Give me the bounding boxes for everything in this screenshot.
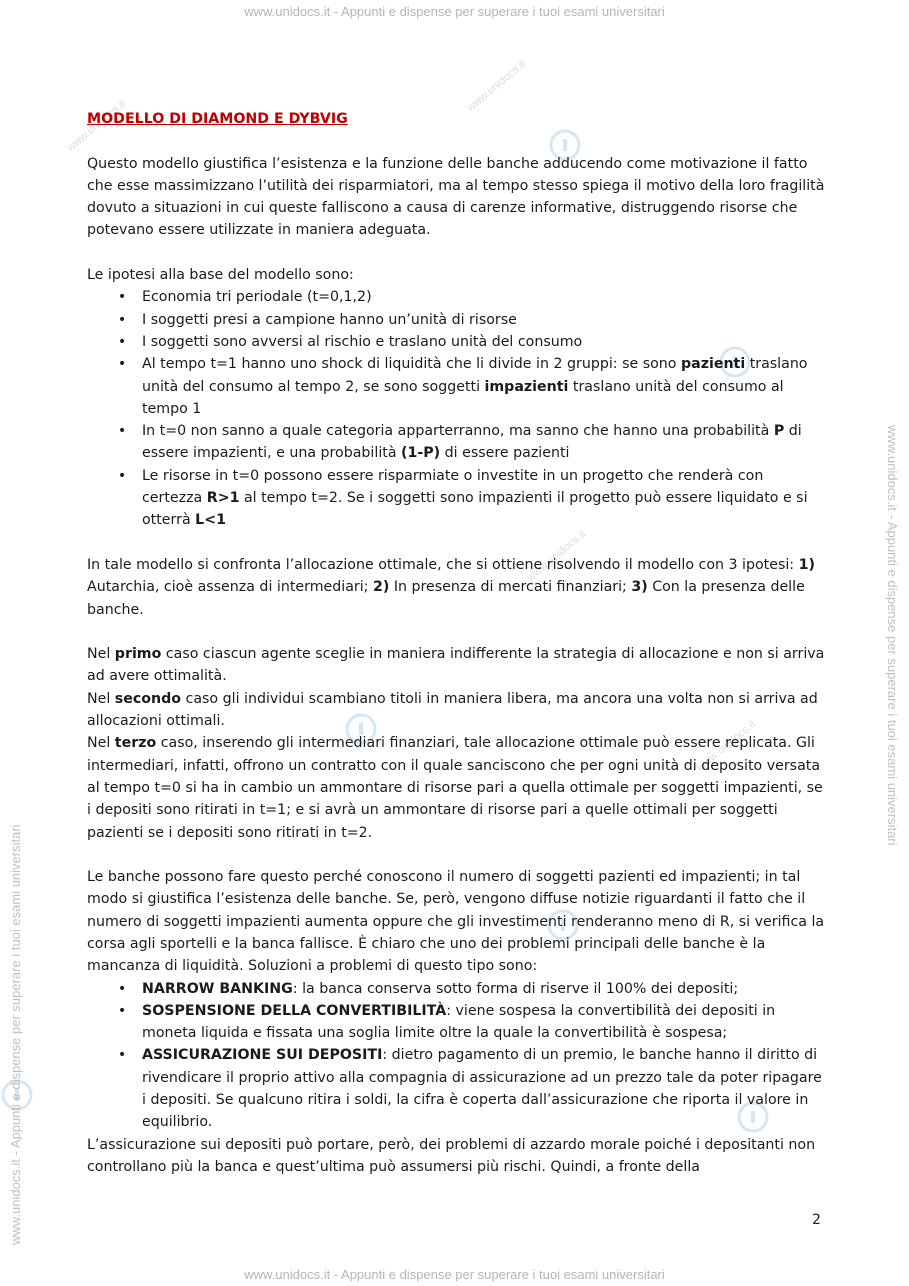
section-title: MODELLO DI DIAMOND E DYBVIG [87, 111, 348, 127]
case-third-paragraph: Nel terzo caso, inserendo gli intermediari finanziari, tale allocazione ottimale può essere replicata. Gli intermediari, infatti, offrono un contratto con il quale sanciscono che per ogni unità di deposito versata al tempo t=0 si ha in cambio un ammontare di risorse pari a quella ottimale per soggetti impazienti, se i depositi sono ritirati in t=1; e si avrà un ammontare di risorse pari a quelle ottimali per soggetti pazienti se i depositi sono ritirati in t=2. [87, 735, 823, 841]
watermark-left: www.unidocs.it - Appunti e dispense per superare i tuoi esami universitari [8, 824, 23, 1245]
banks-paragraph: Le banche possono fare questo perché conoscono il numero di soggetti pazienti ed impazienti; in tal modo si giustifica l’esistenza delle banche. Se, però, vengono diffuse notizie riguardanti il fatto che il numero di soggetti impazienti aumenta oppure che gli investimenti renderanno meno di R, si verifica la corsa agli sportelli e la banca fallisce. È chiaro che uno dei problemi principali delle banche è la mancanza di liquidità. Soluzioni a problemi di questo tipo sono: [87, 869, 825, 975]
list-item: • ASSICURAZIONE SUI DEPOSITI: dietro pagamento di un premio, le banche hanno il diritto di rivendicare il proprio attivo alla compagnia di assicurazione ad un prezzo tale da poter ripagare i depositi. Se qualcuno ritira i soldi, la cifra è coperta dall’assicurazione che riporta il valore in equilibrio. [87, 1044, 827, 1133]
page-number: 2 [812, 1212, 821, 1228]
watermark-top: www.unidocs.it - Appunti e dispense per superare i tuoi esami universitari [244, 4, 665, 19]
list-item: • I soggetti presi a campione hanno un’unità di risorse [87, 309, 827, 331]
case-second-paragraph: Nel secondo caso gli individui scambiano titoli in maniera libera, ma ancora una volta non si arriva ad allocazioni ottimali. [87, 690, 818, 730]
watermark-diagonal: www.unidocs.it [694, 718, 759, 774]
watermark-diagonal: www.unidocs.it [464, 58, 529, 114]
document-body [87, 108, 827, 1178]
watermark-bottom: www.unidocs.it - Appunti e dispense per superare i tuoi esami universitari [244, 1267, 665, 1282]
bullet-icon: • [117, 311, 127, 328]
bullet-icon: • [117, 1047, 127, 1064]
bullet-icon: • [117, 423, 127, 440]
hypotheses-list [87, 286, 827, 531]
list-item: • I soggetti sono avversi al rischio e traslano unità del consumo [87, 331, 827, 353]
hypotheses-lead: Le ipotesi alla base del modello sono: [87, 267, 354, 284]
bullet-icon: • [117, 333, 127, 350]
case-first-paragraph: Nel primo caso ciascun agente sceglie in maniera indifferente la strategia di allocazione e non si arriva ad avere ottimalità. [87, 646, 825, 685]
bullet-icon: • [117, 356, 127, 373]
bullet-icon: • [117, 1002, 127, 1019]
closing-paragraph: L’assicurazione sui depositi può portare, però, dei problemi di azzardo morale poiché i depositanti non controllano più la banca e quest’ultima può assumersi più rischi. Quindi, a fronte della [87, 1136, 816, 1175]
unidocs-logo-watermark [0, 1078, 34, 1112]
list-item: • Le risorse in t=0 possono essere risparmiate o investite in un progetto che renderà con certezza R>1 al tempo t=2. Se i soggetti sono impazienti il progetto può essere liquidato e si otterrà L<1 [87, 465, 827, 532]
intro-paragraph: Questo modello giustifica l’esistenza e la funzione delle banche adducendo come motivazione il fatto che esse massimizzano l’utilità dei risparmiatori, ma al tempo stesso spiega il motivo della loro fragilità dovuto a situazioni in cui queste falliscono a causa di carenze informative, distruggendo risorse che potevano essere utilizzate in maniera adeguata. [87, 155, 825, 239]
watermark-diagonal: www.unidocs.it [64, 98, 129, 154]
allocation-paragraph: In tale modello si confronta l’allocazione ottimale, che si ottiene risolvendo il modello con 3 ipotesi: 1) Autarchia, cioè assenza di intermediari; 2) In presenza di mercati finanziari; 3) Con la presenza delle banche. [87, 556, 815, 618]
list-item: • Al tempo t=1 hanno uno shock di liquidità che li divide in 2 gruppi: se sono pazienti traslano unità del consumo al tempo 2, se sono soggetti impazienti traslano unità del consumo al tempo 1 [87, 353, 827, 420]
watermark-diagonal: www.unidocs.it [524, 528, 589, 584]
list-item: • SOSPENSIONE DELLA CONVERTIBILITÀ: viene sospesa la convertibilità dei depositi in moneta liquida e fissata una soglia limite oltre la quale la convertibilità è sospesa; [87, 1000, 827, 1045]
bullet-icon: • [117, 467, 127, 484]
list-item: • NARROW BANKING: la banca conserva sotto forma di riserve il 100% dei depositi; [87, 978, 827, 1000]
list-item: • Economia tri periodale (t=0,1,2) [87, 286, 827, 308]
bullet-icon: • [117, 980, 127, 997]
solutions-list [87, 978, 827, 1134]
bullet-icon: • [117, 289, 127, 306]
list-item: • In t=0 non sanno a quale categoria apparterranno, ma sanno che hanno una probabilità P di essere impazienti, e una probabilità (1-P) di essere pazienti [87, 420, 827, 465]
watermark-right: www.unidocs.it - Appunti e dispense per superare i tuoi esami universitari [885, 425, 900, 846]
